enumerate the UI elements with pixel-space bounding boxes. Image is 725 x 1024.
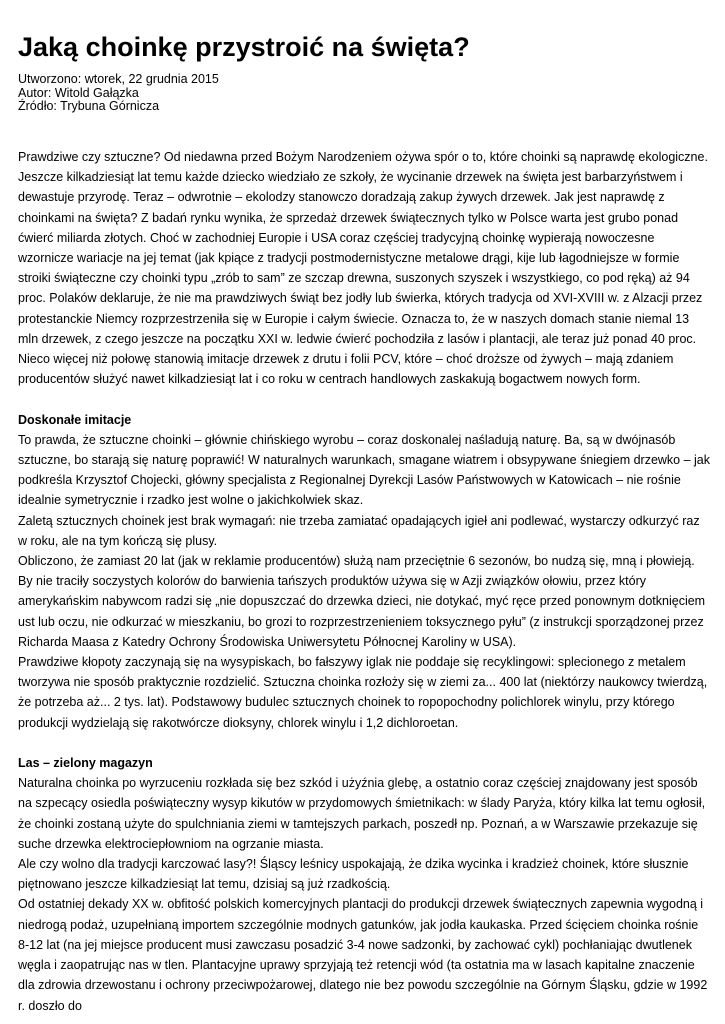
paragraph: Prawdziwe kłopoty zaczynają się na wysypiskach, bo fałszywy iglak nie poddaje się recyklingowi: splecionego z metalem tworzywa nie sposób praktycznie rozdzielić. Sztuczna choinka rozłoży się w ziemi za... 400 lat (niektórzy naukowcy twierdzą, że potrzeba aż... 2 tys. lat). Podstawowy budulec sztucznych choinek to ropopochodny polichlorek winylu, przy którego produkcji wydzielają się rakotwórcze dioksyny, chlorek winylu i 1,2 dichloroetan. [18, 655, 708, 730]
article-meta [18, 73, 219, 114]
article-title: Jaką choinkę przystroić na święta? [18, 32, 470, 62]
paragraph: To prawda, że sztuczne choinki – głównie chińskiego wyrobu – coraz doskonalej naśladują naturę. Ba, są w dwójnasób sztuczne, bo starają się naturę poprawić! W naturalnych warunkach, smagane wiatrem i obsypywane śniegiem drzewko – jak podkreśla Krzysztof Chojecki, główny specjalista z Regionalnej Dyrekcji Lasów Państwowych w Katowicach – nie rośnie idealnie symetrycznie i rzadko jest wolne o jakichkolwiek skaz. [18, 432, 710, 508]
paragraph: Od ostatniej dekady XX w. obfitość polskich komercyjnych plantacji do produkcji drzewek świątecznych zapewnia wygodną i niedrogą podaż, uzupełnianą importem szczególnie modnych gatunków, jak jodła kaukaska. Przed ścięciem choinka rośnie 8-12 lat (na jej miejsce producent musi zawczasu posadzić 3-4 nowe sadzonki, by zachować cykl) pochłaniając dwutlenek węgla i zaopatrując nas w tlen. Plantacyjne uprawy sprzyjają też retencji wód (ta ostatnia ma w lasach kapitalne znaczenie dla zdrowia drzewostanu i ochrony przeciwpożarowej, dlatego nie bez powodu szczególnie na Górnym Śląsku, gdzie w 1992 r. doszło do [18, 897, 708, 1013]
spacer [18, 733, 711, 753]
author: Autor: Witold Gałązka [18, 85, 139, 100]
section-heading-forest: Las – zielony magazyn [18, 756, 153, 771]
paragraph: Naturalna choinka po wyrzuceniu rozkłada się bez szkód i użyźnia glebę, a ostatnio coraz częściej znajdowany jest sposób na szpecący osiedla poświąteczny wysyp kikutów w przydomowych śmietnikach: w ślady Paryża, który kilka lat temu ogłosił, że choinki zostaną użyte do spulchniania ziemi w tamtejszych parkach, poszedł np. Poznań, a w Warszawie przekazuje się suche drzewka elektrociepłowniom na ogrzanie miasta. [18, 776, 706, 851]
spacer [18, 389, 711, 409]
created-date: Utworzono: wtorek, 22 grudnia 2015 [18, 72, 219, 86]
paragraph: Obliczono, że zamiast 20 lat (jak w reklamie producentów) służą nam przeciętnie 6 sezonów, bo nudzą się, mną i płowieją. By nie traciły soczystych kolorów do barwienia tańszych produktów używa się w Azji związków ołowiu, przez który amerykańskim nabywcom radzi się „nie dopuszczać do drzewka dzieci, nie dotykać, myć ręce przed ponownym dotknięciem ust lub oczu, nie odkurzać w mieszkaniu, bo grozi to rozprzestrzenieniem toksycznego pyłu” (z instrukcji sporządzonej przez Richarda Maasa z Katedry Ochrony Środowiska Uniwersytetu Północnej Karoliny w USA). [18, 554, 706, 649]
article-body [18, 147, 711, 1016]
section-heading-imitations: Doskonałe imitacje [18, 412, 132, 427]
paragraph: Zaletą sztucznych choinek jest brak wymagań: nie trzeba zamiatać opadających igieł ani podlewać, wystarczy odkurzyć raz w roku, ale na tym kończą się plusy. [18, 513, 700, 548]
paragraph: Ale czy wolno dla tradycji karczować lasy?! Śląscy leśnicy uspokajają, że dzika wycinka i kradzież choinek, które słusznie piętnowano jeszcze kilkadziesiąt lat temu, dzisiaj są już rzadkością. [18, 857, 689, 892]
intro-paragraph: Prawdziwe czy sztuczne? Od niedawna przed Bożym Narodzeniem ożywa spór o to, które choinki są naprawdę ekologiczne. Jeszcze kilkadziesiąt lat temu każde dziecko wiedziało ze szkoły, że wycinanie drzewek na święta jest barbarzyństwem i dewastuje przyrodę. Teraz – odwrotnie – ekolodzy stanowczo doradzają zakup żywych drzewek. Jak jest naprawdę z choinkami na święta? Z badań rynku wynika, że sprzedaż drzewek świątecznych tylko w Polsce warta jest grubo ponad ćwierć miliarda złotych. Choć w zachodniej Europie i USA coraz częściej tradycyjną choinkę wypierają nowoczesne wzornicze wariacje na jej temat (jak kpiące z tradycji postmodernistyczne metalowe drągi, kije lub łagodniejsze w formie stroiki świąteczne czy choinki typu „zrób to sam” ze szczap drewna, suszonych szyszek i wszystkiego, co pod ręką) aż 94 proc. Polaków deklaruje, że nie ma prawdziwych świąt bez jodły lub świerka, których tradycja od XVI-XVIII w. z Alzacji przez protestanckie Niemcy rozprzestrzeniła się w Europie i całym świecie. Oznacza to, że w naszych domach stanie niemal 13 mln drzewek, z czego jeszcze na początku XXI w. ledwie ćwierć pochodziła z lasów i plantacji, ale teraz już ponad 40 proc. Nieco więcej niż połowę stanowią imitacje drzewek z drutu i folii PCV, które – choć droższe od żywych – mają zdaniem producentów służyć nawet kilkadziesiąt lat i co roku w centrach handlowych zaskakują bogactwem nowych form. [18, 150, 708, 387]
source: Źródło: Trybuna Górnicza [18, 99, 160, 113]
